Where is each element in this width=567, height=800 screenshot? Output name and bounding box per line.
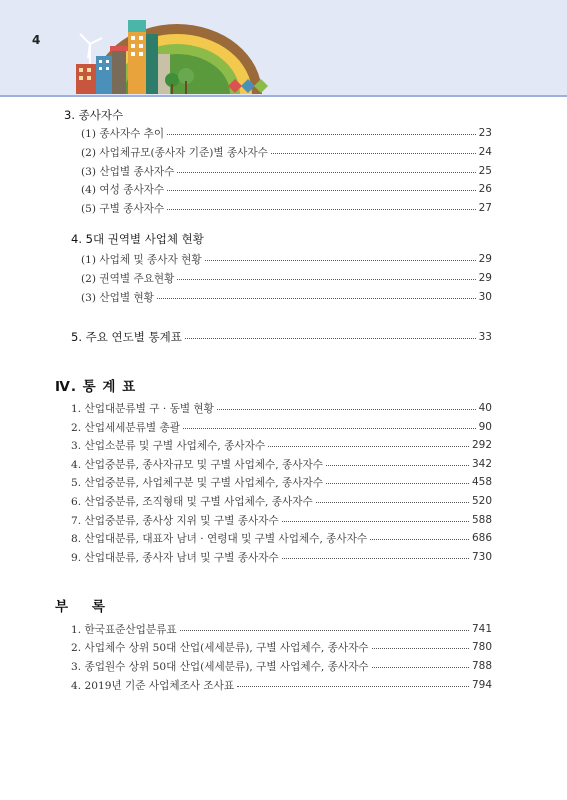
leader-dots — [271, 153, 476, 154]
leader-dots — [372, 667, 469, 668]
toc-row[interactable] — [81, 270, 492, 286]
toc-row[interactable] — [71, 474, 492, 490]
city-illustration — [62, 14, 277, 96]
toc-row[interactable] — [71, 493, 492, 509]
toc-row[interactable] — [71, 658, 492, 674]
toc-label: 6. 산업중분류, 조직형태 및 구별 사업체수, 종사자수 — [71, 495, 313, 508]
toc-row[interactable] — [81, 289, 492, 305]
toc-label: 2. 산업세세분류별 총괄 — [71, 421, 180, 434]
leader-dots — [157, 298, 476, 299]
toc-label: (1) 사업체 및 종사자 현황 — [81, 253, 202, 266]
toc-page: 30 — [478, 291, 492, 303]
toc-page: 741 — [471, 623, 492, 635]
toc-label: 7. 산업중분류, 종사상 지위 및 구별 종사자수 — [71, 514, 279, 527]
toc-page: 342 — [471, 458, 492, 470]
leader-dots — [268, 446, 469, 447]
toc-page: 23 — [478, 127, 492, 139]
toc-label: 4. 2019년 기준 사업체조사 조사표 — [71, 679, 235, 692]
toc-row[interactable] — [81, 181, 492, 197]
leader-dots — [167, 190, 475, 191]
toc-page: 29 — [478, 253, 492, 265]
leader-dots — [183, 428, 476, 429]
toc-label: 1. 산업대분류별 구 · 동별 현황 — [71, 402, 214, 415]
leader-dots — [185, 338, 476, 339]
leader-dots — [167, 209, 475, 210]
toc-row[interactable] — [81, 144, 492, 160]
toc-label: (5) 구별 종사자수 — [81, 202, 165, 215]
toc-label: 4. 산업중분류, 종사자규모 및 구별 사업체수, 종사자수 — [71, 458, 323, 471]
toc-label: (3) 산업별 현황 — [81, 291, 154, 304]
leader-dots — [205, 260, 476, 261]
leader-dots — [167, 134, 475, 135]
toc-row[interactable] — [71, 419, 492, 435]
toc-row[interactable] — [71, 677, 492, 693]
toc-page: 588 — [471, 514, 492, 526]
toc-page: 25 — [478, 165, 492, 177]
leader-dots — [326, 465, 469, 466]
toc-row[interactable] — [81, 163, 492, 179]
toc-page: 794 — [471, 679, 492, 691]
toc-row[interactable] — [71, 549, 492, 565]
toc-label: 3. 산업소분류 및 구별 사업체수, 종사자수 — [71, 439, 266, 452]
toc-label: (3) 산업별 종사자수 — [81, 165, 175, 178]
section-4-title: 4. 5대 권역별 사업체 현황 — [71, 232, 204, 246]
part-4-title: Ⅳ. 통 계 표 — [55, 379, 137, 395]
appendix-title: 부 록 — [55, 599, 106, 615]
leader-dots — [282, 558, 469, 559]
toc-page: 788 — [471, 660, 492, 672]
toc-row[interactable] — [81, 125, 492, 141]
leader-dots — [177, 172, 475, 173]
toc-label: 5. 산업중분류, 사업체구분 및 구별 사업체수, 종사자수 — [71, 476, 323, 489]
toc-page: 458 — [471, 476, 492, 488]
toc-page: 292 — [471, 439, 492, 451]
leader-dots — [372, 648, 469, 649]
toc-page: 27 — [478, 202, 492, 214]
toc-page: 29 — [478, 272, 492, 284]
toc-page: 40 — [478, 402, 492, 414]
leader-dots — [316, 502, 469, 503]
toc-row[interactable] — [71, 639, 492, 655]
toc-label: 3. 종업원수 상위 50대 산업(세세분류), 구별 사업체수, 종사자수 — [71, 660, 369, 673]
toc-row[interactable] — [71, 400, 492, 416]
toc-page: 520 — [471, 495, 492, 507]
leader-dots — [217, 409, 476, 410]
toc-label: 1. 한국표준산업분류표 — [71, 623, 177, 636]
page-number: 4 — [32, 33, 41, 47]
toc-row[interactable] — [71, 329, 492, 345]
toc-page: 90 — [478, 421, 492, 433]
toc-page: 686 — [471, 532, 492, 544]
toc-page: 730 — [471, 551, 492, 563]
leader-dots — [370, 539, 469, 540]
toc-label: 8. 산업대분류, 대표자 남녀 · 연령대 및 구별 사업체수, 종사자수 — [71, 532, 368, 545]
section-5-title: 5. 주요 연도별 통계표 — [71, 330, 182, 344]
leader-dots — [180, 630, 469, 631]
toc-label: (4) 여성 종사자수 — [81, 183, 165, 196]
toc-row[interactable] — [71, 621, 492, 637]
toc-page: 33 — [478, 331, 492, 343]
toc-label: (1) 종사자수 추이 — [81, 127, 165, 140]
toc-row[interactable] — [81, 251, 492, 267]
toc-label: 2. 사업체수 상위 50대 산업(세세분류), 구별 사업체수, 종사자수 — [71, 641, 369, 654]
toc-row[interactable] — [71, 530, 492, 546]
toc-label: (2) 권역별 주요현황 — [81, 272, 175, 285]
leader-dots — [282, 521, 469, 522]
leader-dots — [237, 686, 469, 687]
leader-dots — [177, 279, 475, 280]
toc-page: 26 — [478, 183, 492, 195]
toc-row[interactable] — [71, 512, 492, 528]
toc-label: (2) 사업체규모(종사자 기준)별 종사자수 — [81, 146, 268, 159]
toc-row[interactable] — [71, 456, 492, 472]
toc-row[interactable] — [71, 437, 492, 453]
toc-page: 24 — [478, 146, 492, 158]
leader-dots — [326, 483, 469, 484]
section-3-title: 3. 종사자수 — [64, 108, 124, 122]
toc-row[interactable] — [81, 200, 492, 216]
toc-page: 780 — [471, 641, 492, 653]
toc-label: 9. 산업대분류, 종사자 남녀 및 구별 종사자수 — [71, 551, 279, 564]
